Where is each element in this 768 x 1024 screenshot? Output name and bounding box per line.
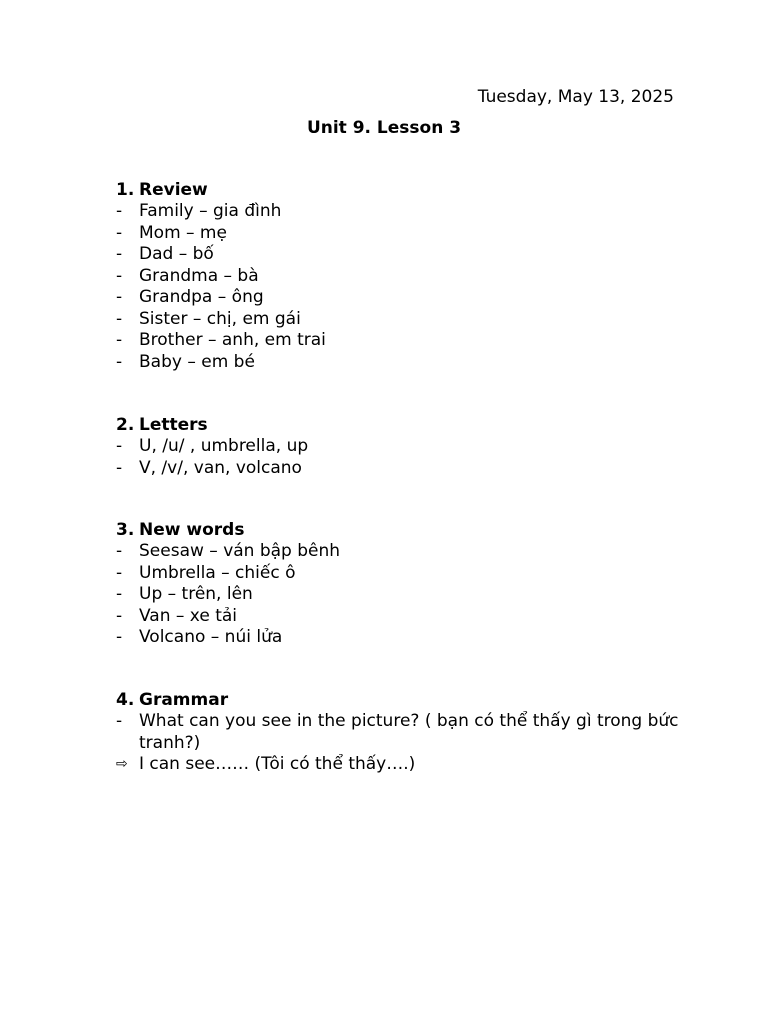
list-item: - Volcano – núi lửa: [116, 627, 283, 647]
lesson-title: Unit 9. Lesson 3: [306, 118, 462, 138]
section-title: Grammar: [139, 690, 229, 710]
dash-bullet: -: [116, 308, 123, 329]
dash-bullet: -: [116, 605, 123, 626]
section-title: Letters: [139, 415, 208, 435]
section-heading: [116, 179, 686, 201]
section-number: 1.: [116, 180, 135, 200]
list-item: - Grandma – bà: [116, 265, 259, 286]
section-title: Review: [139, 180, 208, 200]
dash-bullet: -: [116, 287, 123, 307]
dash-bullet: -: [116, 627, 123, 647]
section-grammar: [116, 689, 686, 776]
list-item: - Up – trên, lên: [116, 584, 253, 604]
list-item: - Van – xe tải: [116, 605, 238, 626]
dash-bullet: -: [116, 584, 123, 604]
answer-item: ⇨ I can see…… (Tôi có thể thấy….): [116, 754, 416, 774]
list-item: - Brother – anh, em trai: [116, 330, 326, 350]
section-heading: [116, 689, 686, 711]
arrow-right-icon: ⇨: [116, 756, 128, 772]
list-item: - Mom – mẹ: [116, 222, 227, 243]
section-title: New words: [139, 520, 245, 540]
lesson-date: Tuesday, May 13, 2025: [477, 87, 674, 107]
dash-bullet: -: [116, 436, 123, 456]
dash-bullet: -: [116, 222, 123, 243]
section-review: [116, 179, 686, 373]
section-number: 3.: [116, 520, 135, 540]
list-item: - Dad – bố: [116, 244, 214, 264]
dash-bullet: -: [116, 265, 123, 286]
list-item: - What can you see in the picture? ( bạn có thể thấy gì trong bức tranh?): [116, 711, 679, 753]
list-item: - Baby – em bé: [116, 351, 255, 372]
dash-bullet: -: [116, 351, 123, 372]
list-item: - Family – gia đình: [116, 201, 282, 221]
section-number: 4.: [116, 690, 135, 710]
dash-bullet: -: [116, 201, 123, 221]
list-item: - Seesaw – ván bập bênh: [116, 541, 341, 561]
section-letters: [116, 414, 686, 479]
section-number: 2.: [116, 415, 135, 435]
list-item: - Sister – chị, em gái: [116, 308, 301, 329]
list-item: - V, /v/, van, volcano: [116, 457, 302, 478]
list-item: - Umbrella – chiếc ô: [116, 562, 296, 583]
section-heading: [116, 519, 686, 541]
dash-bullet: -: [116, 562, 123, 583]
section-new-words: [116, 519, 686, 649]
list-item: - Grandpa – ông: [116, 287, 264, 307]
dash-bullet: -: [116, 244, 123, 264]
dash-bullet: -: [116, 711, 123, 731]
section-heading: [116, 414, 686, 436]
dash-bullet: -: [116, 330, 123, 350]
dash-bullet: -: [116, 541, 123, 561]
dash-bullet: -: [116, 457, 123, 478]
list-item: - U, /u/ , umbrella, up: [116, 436, 309, 456]
